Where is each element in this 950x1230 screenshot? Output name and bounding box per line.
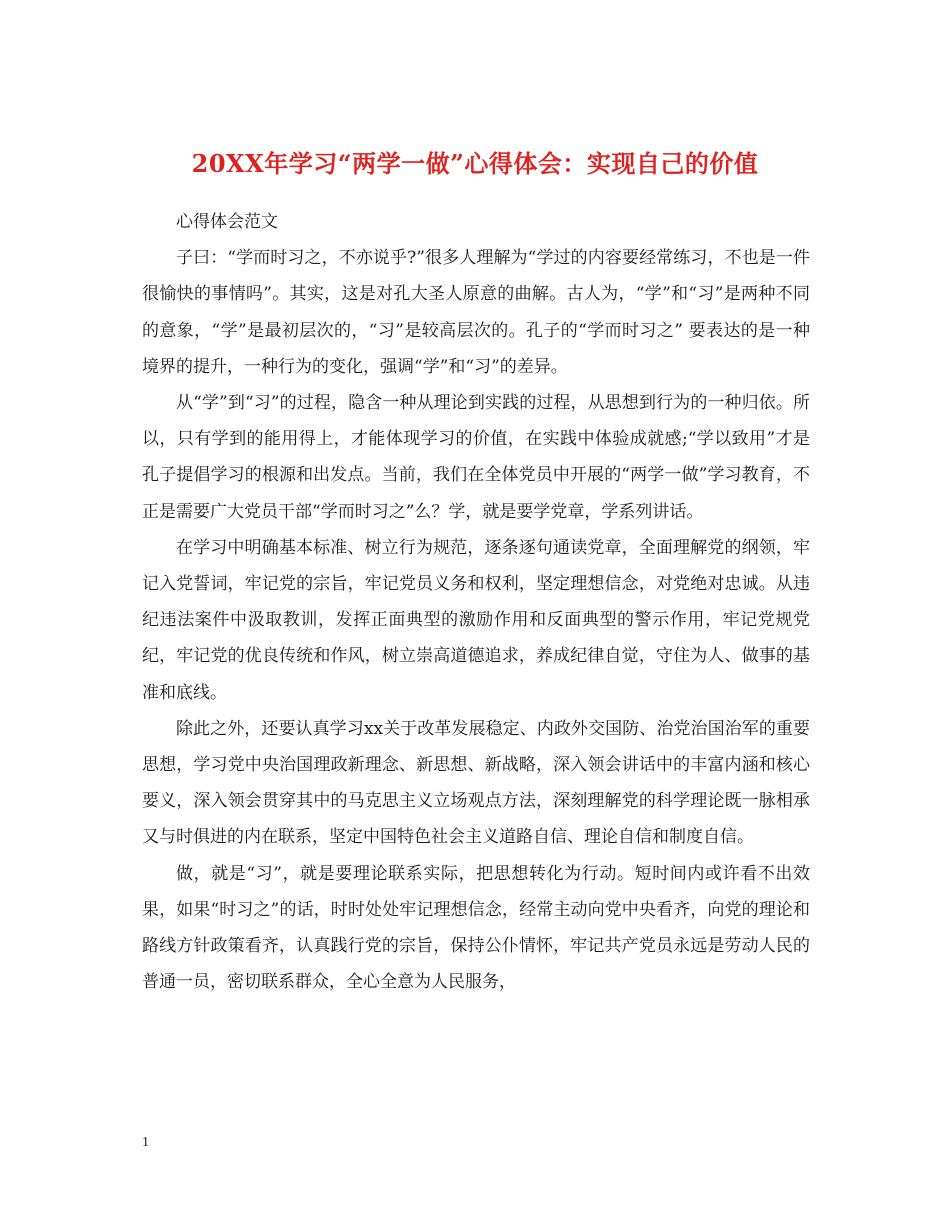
paragraph-2: 从“学”到“习”的过程，隐含一种从理论到实践的过程，从思想到行为的一种归依。所以，只有学到的能用得上，才能体现学习的价值，在实践中体验成就感;“学以致用”才是孔子提倡学习的根源和出发点。当前，我们在全体党员中开展的“两学一做”学习教育，不正是需要广大党员干部“学而时习之”么？学，就是要学党章，学系列讲话。 [142,393,810,522]
paragraph-4: 除此之外，还要认真学习xx关于改革发展稳定、内政外交国防、治党治国治军的重要思想，学习党中央治国理政新理念、新思想、新战略，深入领会讲话中的丰富内涵和核心要义，深入领会贯穿其中的马克思主义立场观点方法，深刻理解党的科学理论既一脉相承又与时俱进的内在联系，坚定中国特色社会主义道路自信、理论自信和制度自信。 [142,718,810,848]
document-title: 20XX年学习“两学一做”心得体会：实现自己的价值 [191,149,759,179]
paragraph-1: 子曰：“学而时习之，不亦说乎?”很多人理解为“学过的内容要经常练习，不也是一件很愉快的事情吗”。其实，这是对孔大圣人原意的曲解。古人为，“学”和“习”是两种不同的意象，“学”是最初层次的，“习”是较高层次的。孔子的“学而时习之” 要表达的是一种境界的提升，一种行为的变化，强调“学”和“习”的差异。 [142,248,810,377]
paragraph-category: 心得体会范文 [176,212,278,232]
document-body [142,204,810,1000]
page-number: 1 [142,1135,149,1150]
paragraph-3: 在学习中明确基本标准、树立行为规范，逐条逐句通读党章，全面理解党的纲领，牢记入党誓词，牢记党的宗旨，牢记党员义务和权利，坚定理想信念，对党绝对忠诚。从违纪违法案件中汲取教训，发挥正面典型的激励作用和反面典型的警示作用，牢记党规党纪，牢记党的优良传统和作风，树立崇高道德追求，养成纪律自觉，守住为人、做事的基准和底线。 [142,537,810,703]
paragraph-5: 做，就是“习”，就是要理论联系实际，把思想转化为行动。短时间内或许看不出效果，如果“时习之”的话，时时处处牢记理想信念，经常主动向党中央看齐，向党的理论和路线方针政策看齐，认真践行党的宗旨，保持公仆情怀，牢记共产党员永远是劳动人民的普通一员，密切联系群众，全心全意为人民服务， [142,863,810,993]
